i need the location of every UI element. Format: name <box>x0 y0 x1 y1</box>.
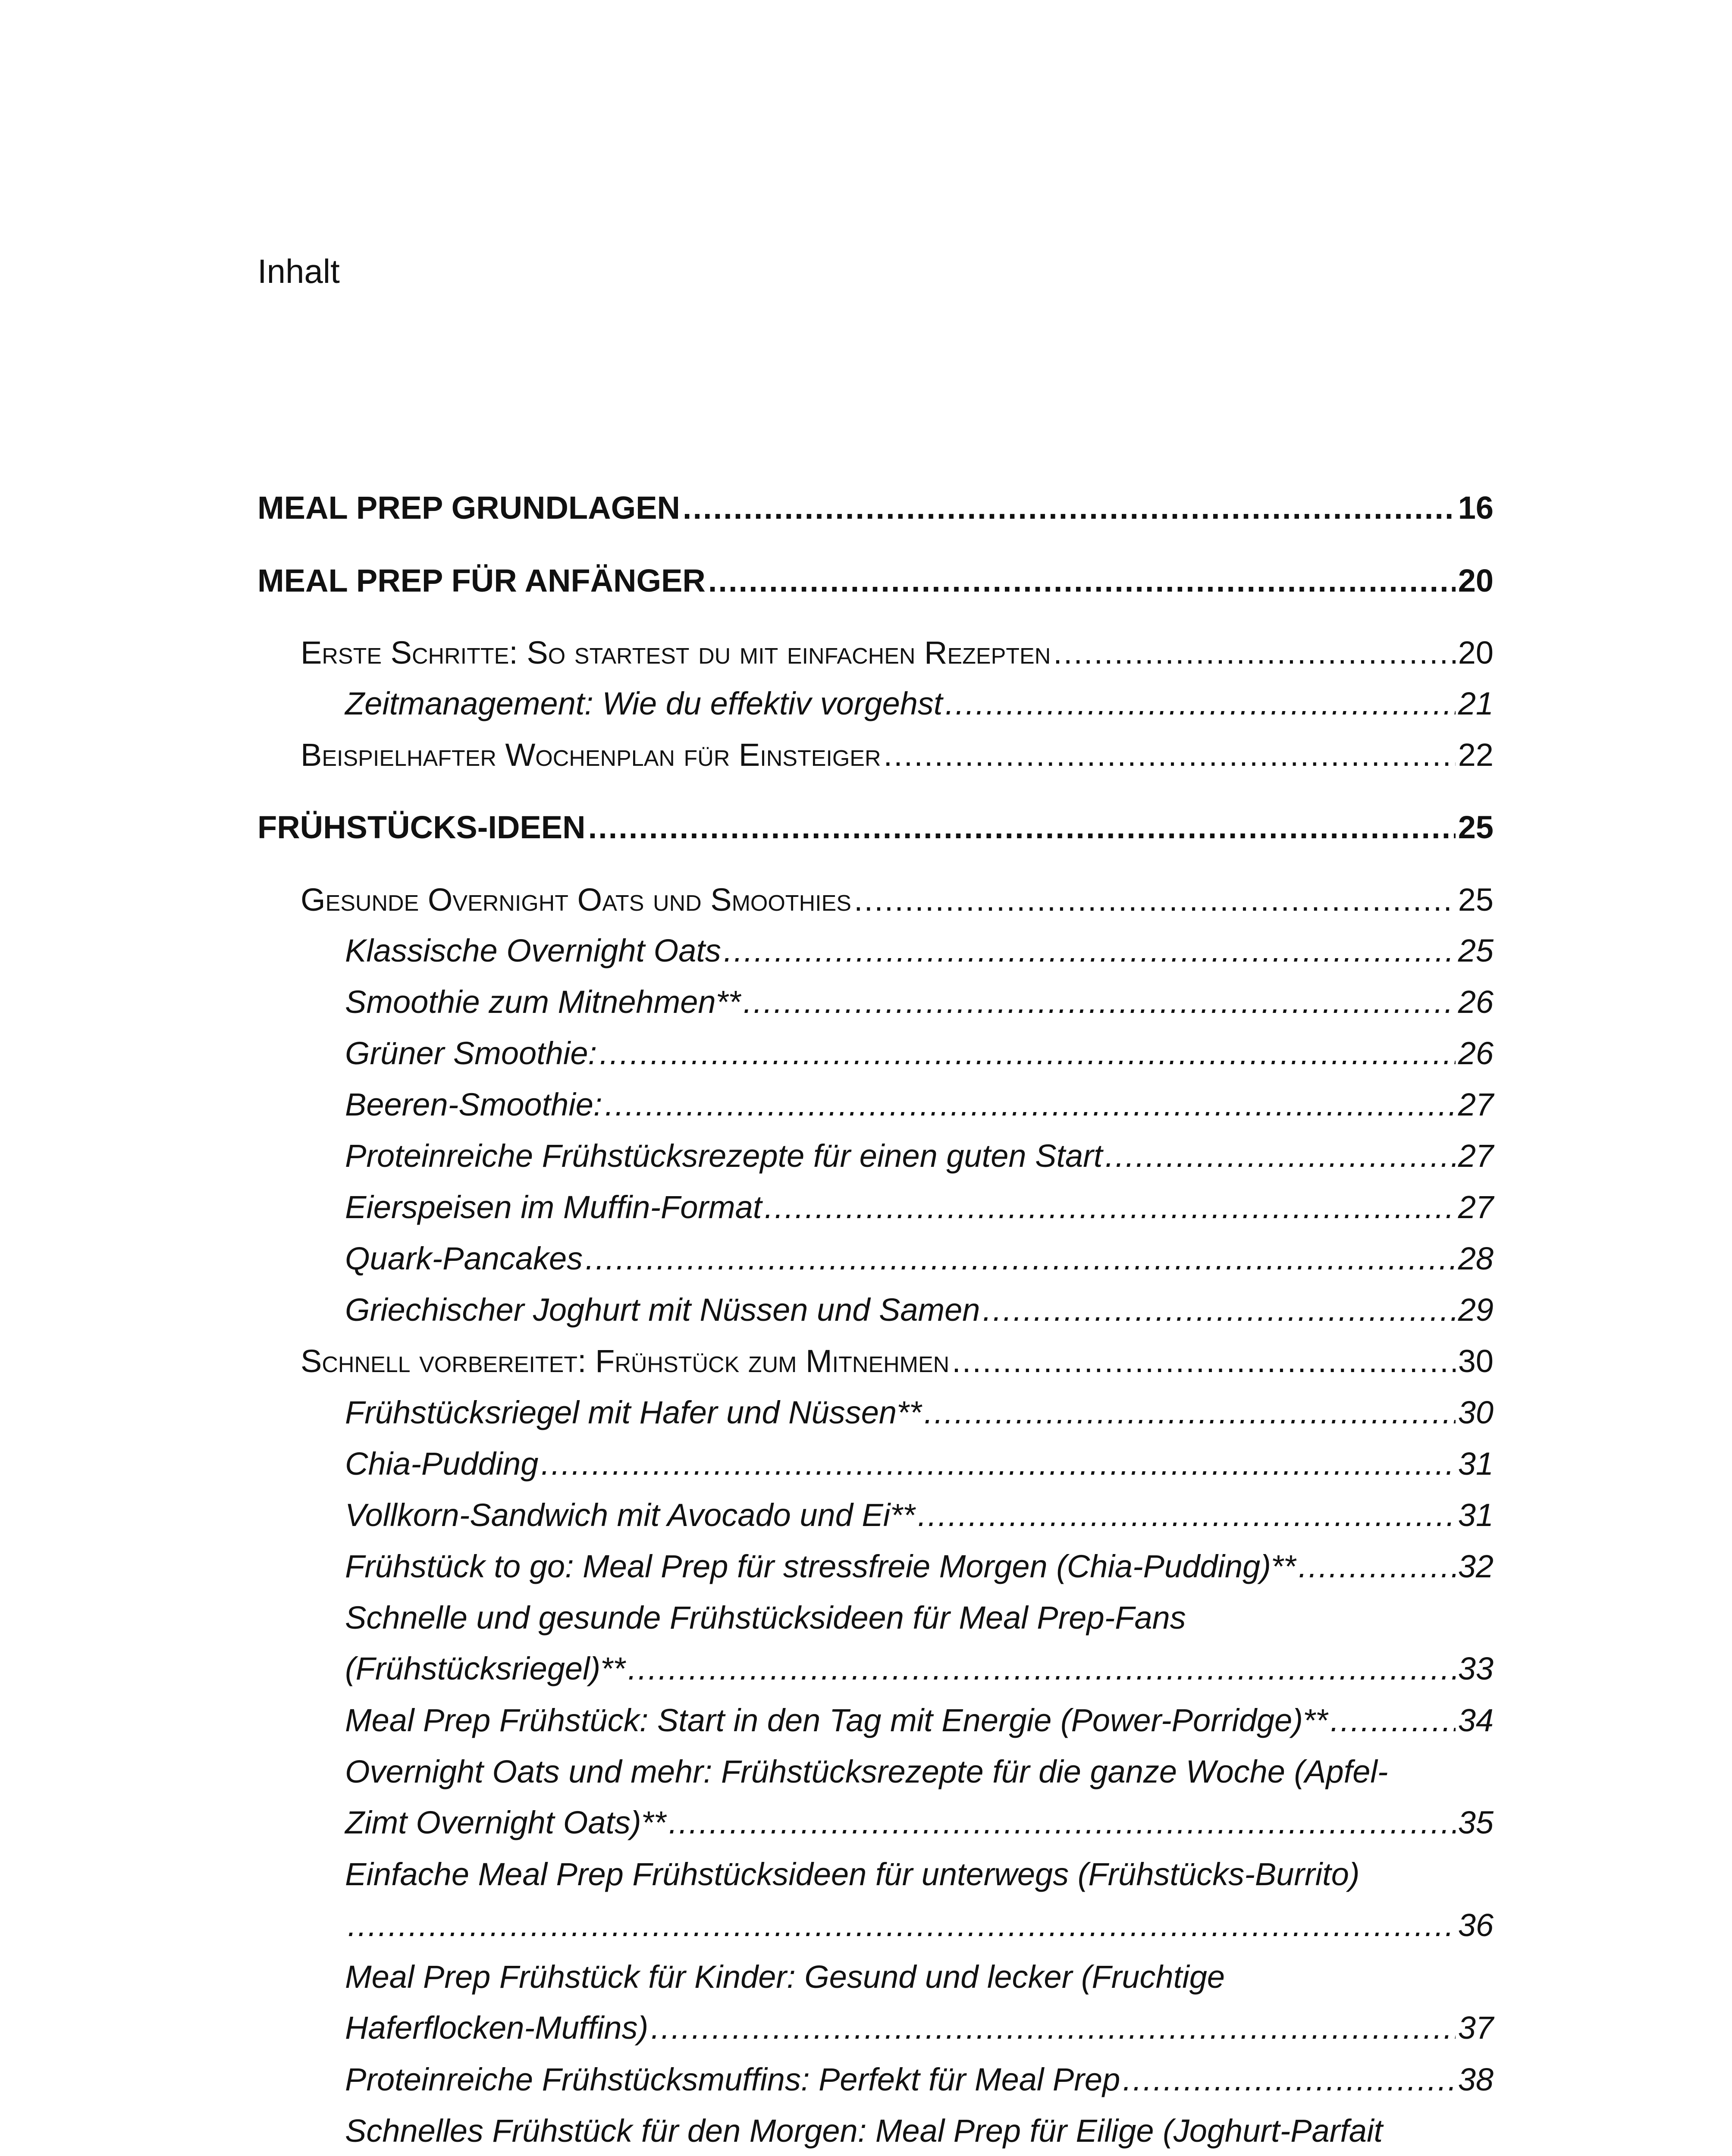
toc-entry-eierspeisen-muffin[interactable] <box>345 1182 1494 1233</box>
dot-leader <box>1299 1541 1456 1592</box>
toc-page-number: 22 <box>1458 737 1494 773</box>
toc-entry-label: (Frühstücksriegel)** <box>345 1651 625 1686</box>
toc-entry-fruehstueck-to-go[interactable] <box>345 1541 1494 1592</box>
dot-leader <box>683 483 1456 533</box>
dot-leader <box>585 1233 1456 1284</box>
toc-page-number: 16 <box>1458 490 1494 526</box>
toc-page-number: 26 <box>1458 1035 1494 1071</box>
toc-page-number: 20 <box>1458 563 1494 599</box>
toc-entry-wochenplan[interactable] <box>301 730 1494 780</box>
toc-page-number: 27 <box>1458 1087 1494 1122</box>
toc-page-number: 25 <box>1458 882 1494 918</box>
toc-page-number: 26 <box>1458 984 1494 1020</box>
toc-entry-overnight-oats-smoothies[interactable] <box>301 874 1494 925</box>
toc-entry-meal-prep-fuer-anfaenger[interactable] <box>257 555 1494 606</box>
toc-page-number: 34 <box>1458 1702 1494 1738</box>
dot-leader <box>945 678 1455 729</box>
toc-entry-label: Erste Schritte: So startest du mit einfachen Rezepten <box>301 635 1051 671</box>
dot-leader <box>651 2002 1455 2053</box>
toc-entry-label-line: Meal Prep Frühstück für Kinder: Gesund und lecker (Fruchtige <box>345 1959 1225 1995</box>
toc-entry-fruehstueck-fuer-kinder[interactable] <box>345 1952 1494 2053</box>
dot-leader <box>708 555 1456 606</box>
toc-entry-overnight-oats-und-mehr[interactable] <box>345 1746 1494 1848</box>
toc-entry-joghurt-parfait[interactable] <box>345 2106 1494 2156</box>
toc-entry-vollkorn-sandwich[interactable] <box>345 1490 1494 1541</box>
toc-page-number: 33 <box>1458 1651 1494 1686</box>
toc-entry-label: Schnell vorbereitet: Frühstück zum Mitnehmen <box>301 1343 950 1379</box>
toc-entry-zeitmanagement[interactable] <box>345 678 1494 729</box>
toc-entry-label: Smoothie zum Mitnehmen** <box>345 984 741 1020</box>
dot-leader <box>1123 2054 1455 2105</box>
dot-leader <box>599 1028 1456 1079</box>
page-title: Inhalt <box>257 252 340 290</box>
dot-leader <box>743 977 1455 1028</box>
toc-entry-label: Proteinreiche Frühstücksmuffins: Perfekt für Meal Prep <box>345 2062 1120 2097</box>
dot-leader <box>854 874 1456 925</box>
toc-entry-label-line: Einfache Meal Prep Frühstücksideen für unterwegs (Frühstücks-Burrito) <box>345 1856 1360 1892</box>
dot-leader <box>668 1797 1455 1848</box>
toc-entry-power-porridge[interactable] <box>345 1695 1494 1746</box>
toc-entry-label: Zeitmanagement: Wie du effektiv vorgehst <box>345 686 943 721</box>
toc-entry-proteinreiche-fruehstuecksmuffins[interactable] <box>345 2054 1494 2105</box>
toc-entry-label: MEAL PREP GRUNDLAGEN <box>257 490 680 526</box>
toc-entry-fruehstuecks-burrito[interactable] <box>345 1849 1494 1951</box>
toc-entry-label: Eierspeisen im Muffin-Format <box>345 1189 762 1225</box>
toc-entry-label: MEAL PREP FÜR ANFÄNGER <box>257 563 706 599</box>
toc-entry-chia-pudding[interactable] <box>345 1438 1494 1489</box>
dot-leader <box>764 1182 1455 1233</box>
dot-leader <box>884 730 1456 780</box>
dot-leader <box>1053 627 1455 678</box>
toc-entry-label: Quark-Pancakes <box>345 1241 583 1276</box>
toc-entry-label: Chia-Pudding <box>345 1446 539 1482</box>
toc-entry-label: Griechischer Joghurt mit Nüssen und Samen <box>345 1292 980 1328</box>
toc-entry-schnelle-gesunde-fruehstuecksideen[interactable] <box>345 1592 1494 1694</box>
toc-page-number: 35 <box>1458 1805 1494 1840</box>
dot-leader <box>952 1336 1455 1387</box>
toc-page-number: 31 <box>1458 1497 1494 1533</box>
toc-entry-label: Beispielhafter Wochenplan für Einsteiger <box>301 737 881 773</box>
toc-page-number: 25 <box>1458 809 1494 845</box>
toc-entry-label: Grüner Smoothie: <box>345 1035 597 1071</box>
toc-entry-label: Beeren-Smoothie: <box>345 1087 602 1122</box>
toc-page-number: 32 <box>1458 1548 1494 1584</box>
dot-leader <box>628 1643 1456 1694</box>
toc-page-number: 27 <box>1458 1138 1494 1174</box>
toc-entry-erste-schritte[interactable] <box>301 627 1494 678</box>
toc-entry-label-line: Schnelles Frühstück für den Morgen: Meal Prep für Eilige (Joghurt-Parfait <box>345 2113 1383 2149</box>
toc-entry-klassische-overnight-oats[interactable] <box>345 925 1494 976</box>
dot-leader <box>1105 1131 1455 1181</box>
toc-entry-label-line: Schnelle und gesunde Frühstücksideen für Meal Prep-Fans <box>345 1600 1186 1636</box>
toc-entry-beeren-smoothie[interactable] <box>345 1079 1494 1130</box>
toc-page-number: 28 <box>1458 1241 1494 1276</box>
toc-page-number: 31 <box>1458 1446 1494 1482</box>
toc-page-number: 20 <box>1458 635 1494 671</box>
toc-entry-label-line: Overnight Oats und mehr: Frühstücksrezepte für die ganze Woche (Apfel- <box>345 1754 1388 1789</box>
toc-page-number: 21 <box>1458 686 1494 721</box>
toc-entry-label: Klassische Overnight Oats <box>345 933 721 968</box>
toc-entry-gruener-smoothie[interactable] <box>345 1028 1494 1079</box>
toc-page-number: 36 <box>1458 1907 1494 1943</box>
toc-entry-schnell-vorbereitet[interactable] <box>301 1336 1494 1387</box>
toc-entry-fruehstuecks-ideen[interactable] <box>257 802 1494 853</box>
dot-leader <box>724 925 1456 976</box>
dot-leader <box>348 1900 1456 1951</box>
dot-leader <box>982 1285 1455 1335</box>
dot-leader <box>588 802 1456 853</box>
toc-entry-label: Zimt Overnight Oats)** <box>345 1805 666 1840</box>
toc-entry-griechischer-joghurt[interactable] <box>345 1285 1494 1335</box>
toc-page-number: 30 <box>1458 1395 1494 1430</box>
toc-entry-label: Frühstück to go: Meal Prep für stressfreie Morgen (Chia-Pudding)** <box>345 1548 1296 1584</box>
toc-entry-label: FRÜHSTÜCKS-IDEEN <box>257 809 586 845</box>
toc-entry-label: Gesunde Overnight Oats und Smoothies <box>301 882 851 918</box>
toc-page-number: 25 <box>1458 933 1494 968</box>
dot-leader <box>924 1387 1456 1438</box>
dot-leader <box>918 1490 1456 1541</box>
toc-entry-quark-pancakes[interactable] <box>345 1233 1494 1284</box>
toc-page-number: 37 <box>1458 2010 1494 2046</box>
toc-entry-fruehstuecksriegel-hafer[interactable] <box>345 1387 1494 1438</box>
toc-entry-proteinreiche-fruehstuecksrezepte[interactable] <box>345 1131 1494 1181</box>
toc-page-number: 30 <box>1458 1343 1494 1379</box>
toc-entry-label: Meal Prep Frühstück: Start in den Tag mit Energie (Power-Porridge)** <box>345 1702 1328 1738</box>
dot-leader <box>541 1438 1455 1489</box>
toc-entry-label: Vollkorn-Sandwich mit Avocado und Ei** <box>345 1497 915 1533</box>
toc-page-number: 27 <box>1458 1189 1494 1225</box>
toc-page-number: 29 <box>1458 1292 1494 1328</box>
toc-entry-label: Frühstücksriegel mit Hafer und Nüssen** <box>345 1395 922 1430</box>
dot-leader <box>1330 1695 1456 1746</box>
toc-entry-smoothie-zum-mitnehmen[interactable] <box>345 977 1494 1028</box>
toc-page-number: 38 <box>1458 2062 1494 2097</box>
toc-entry-label: Haferflocken-Muffins) <box>345 2010 649 2046</box>
dot-leader <box>605 1079 1455 1130</box>
toc-entry-meal-prep-grundlagen[interactable] <box>257 483 1494 533</box>
toc-entry-label: Proteinreiche Frühstücksrezepte für einen guten Start <box>345 1138 1103 1174</box>
